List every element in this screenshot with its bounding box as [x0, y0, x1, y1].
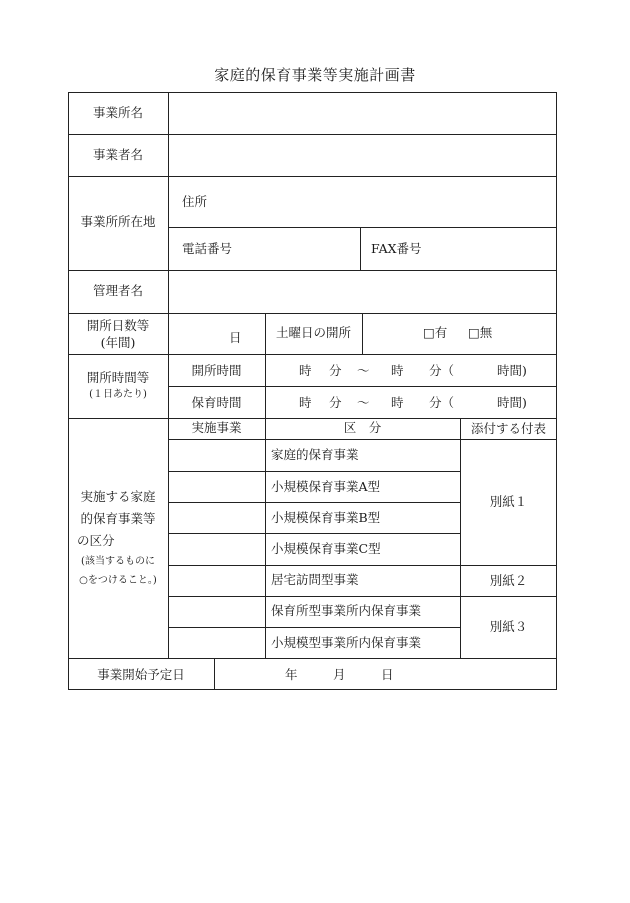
start-date-label: 事業開始予定日: [97, 667, 185, 682]
care-start-min[interactable]: 分: [329, 395, 342, 410]
category-item: 家庭的保育事業: [271, 447, 359, 462]
category-note-line2: ○をつけること。): [79, 575, 157, 586]
divider: [168, 227, 557, 228]
office-name-field[interactable]: [169, 93, 556, 134]
divider: [68, 313, 557, 314]
implement-cell[interactable]: [169, 440, 264, 470]
office-name-label: 事業所名: [92, 105, 143, 120]
category-label-line1: 実施する家庭: [80, 489, 156, 504]
divider: [68, 418, 557, 419]
manager-field[interactable]: [169, 271, 556, 313]
divider: [265, 418, 266, 658]
open-start-hour[interactable]: 時: [299, 363, 312, 378]
divider: [362, 313, 363, 354]
location-label: 事業所所在地: [80, 214, 156, 229]
open-start-min[interactable]: 分: [329, 363, 342, 378]
category-label-line3: の区分: [77, 533, 115, 548]
col-implement-header: 実施事業: [191, 420, 242, 435]
manager-label: 管理者名: [92, 283, 143, 298]
hours-label: 開所時間等: [86, 370, 150, 385]
open-end-min[interactable]: 分（: [429, 363, 455, 378]
operator-name-label: 事業者名: [92, 147, 143, 162]
category-item: 保育所型事業所内保育事業: [271, 603, 422, 618]
col-category-header: 区 分: [343, 420, 382, 435]
hours-sublabel: (１日あたり): [89, 389, 147, 400]
fax-field[interactable]: [433, 229, 555, 269]
open-hours-label: 開所時間: [191, 363, 242, 378]
divider: [360, 227, 361, 270]
operator-name-field[interactable]: [169, 135, 556, 176]
open-days-sublabel: (年間): [100, 335, 136, 350]
start-year[interactable]: 年: [285, 667, 298, 682]
day-unit: 日: [229, 330, 242, 345]
category-item: 小規模保育事業B型: [271, 510, 381, 525]
care-hours-label: 保育時間: [191, 395, 242, 410]
tilde: ～: [357, 363, 370, 378]
attachment-label: 別紙２: [489, 573, 528, 588]
category-note-line1: (該当するものに: [81, 556, 155, 567]
open-days-field[interactable]: [170, 316, 226, 352]
tilde: ～: [357, 395, 370, 410]
phone-label: 電話番号: [182, 241, 233, 256]
phone-field[interactable]: [244, 229, 358, 269]
care-start-hour[interactable]: 時: [299, 395, 312, 410]
open-end-hour[interactable]: 時: [391, 363, 404, 378]
col-attachment-header: 添付する付表: [470, 421, 546, 436]
saturday-label: 土曜日の開所: [275, 325, 351, 340]
divider: [214, 658, 215, 690]
saturday-no-checkbox[interactable]: □無: [468, 325, 493, 340]
category-item: 小規模保育事業A型: [271, 479, 381, 494]
divider: [265, 354, 266, 418]
implement-cell[interactable]: [169, 503, 264, 532]
start-month[interactable]: 月: [333, 667, 346, 682]
category-item: 小規模保育事業C型: [271, 541, 381, 556]
address-label: 住所: [182, 194, 208, 209]
attachment-label: 別紙３: [489, 619, 528, 634]
category-label-line2: 的保育事業等: [80, 511, 156, 526]
care-end-hour[interactable]: 時: [391, 395, 404, 410]
category-item: 小規模型事業所内保育事業: [271, 635, 422, 650]
implement-cell[interactable]: [169, 566, 264, 595]
implement-cell[interactable]: [169, 534, 264, 564]
care-end-min[interactable]: 分（: [429, 395, 455, 410]
open-total-hours[interactable]: 時間): [497, 363, 527, 378]
implement-cell[interactable]: [169, 597, 264, 626]
implement-cell[interactable]: [169, 472, 264, 501]
start-day[interactable]: 日: [381, 667, 394, 682]
plan-form: [68, 92, 557, 690]
divider: [68, 658, 557, 659]
implement-cell[interactable]: [169, 628, 264, 657]
divider: [68, 354, 557, 355]
care-total-hours[interactable]: 時間): [497, 395, 527, 410]
address-field[interactable]: [218, 178, 556, 226]
divider: [68, 176, 557, 177]
open-days-label: 開所日数等: [86, 318, 150, 333]
document-title: 家庭的保育事業等実施計画書: [214, 66, 416, 84]
saturday-yes-checkbox[interactable]: □有: [423, 325, 448, 340]
divider: [168, 386, 557, 387]
attachment-label: 別紙１: [489, 494, 528, 509]
fax-label: FAX番号: [371, 241, 422, 256]
category-item: 居宅訪問型事業: [271, 572, 359, 587]
